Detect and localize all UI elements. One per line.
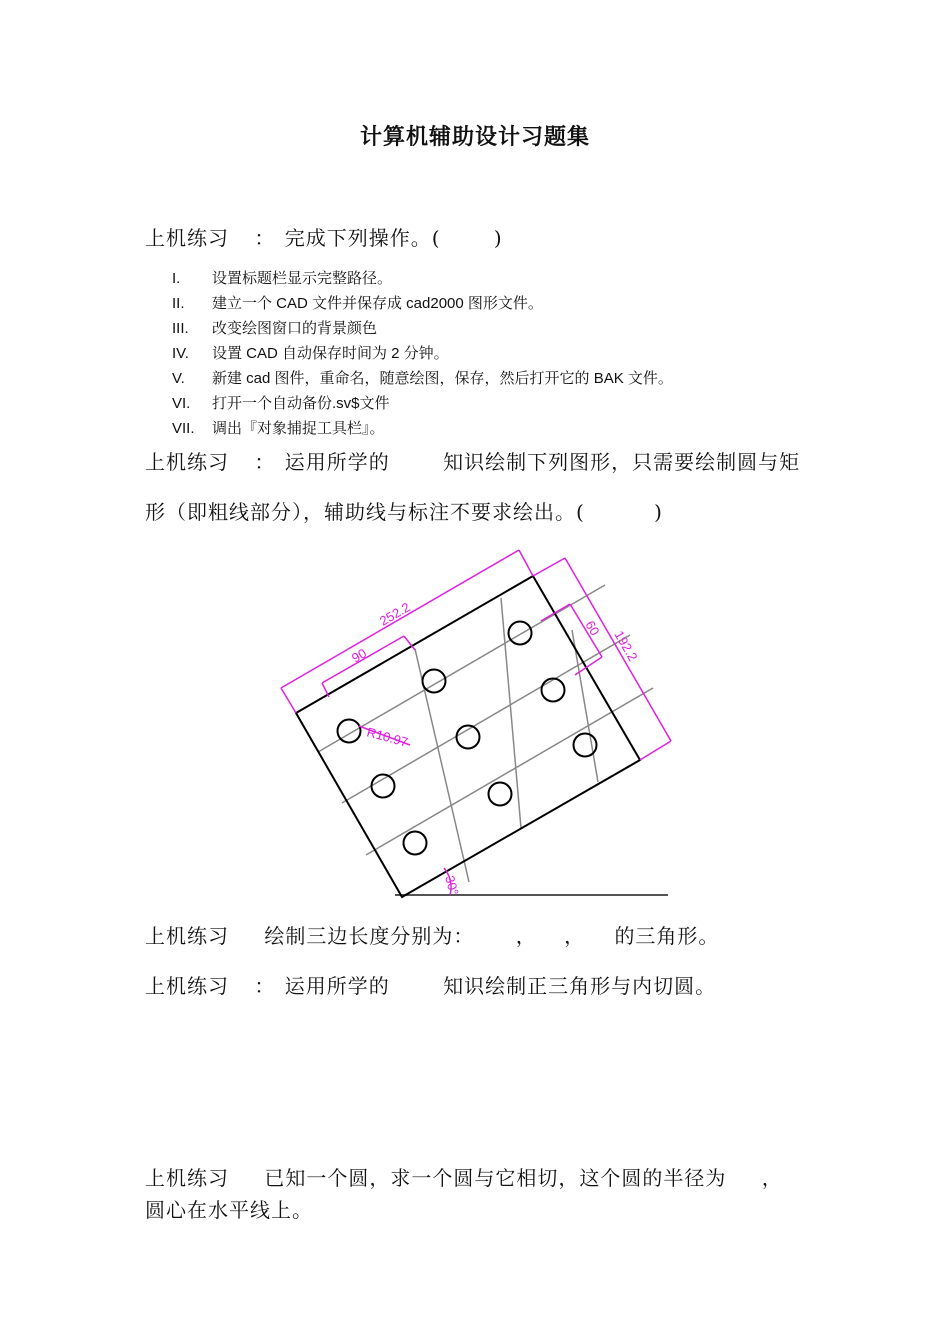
dimension-label: 192.2 xyxy=(611,628,641,664)
list-item xyxy=(172,341,673,366)
dimension-label: 90 xyxy=(349,645,370,666)
exercise-text: 运用所学的 xyxy=(284,974,390,998)
dimension-lines xyxy=(281,550,671,895)
circle xyxy=(574,734,597,757)
list-item-text: 建立一个 CAD 文件并保存成 cad2000 图形文件。 xyxy=(212,295,543,312)
exercise-comma: ， xyxy=(564,924,586,948)
exercise-label: 上机练习 xyxy=(145,924,229,948)
exercise-4-heading xyxy=(145,970,716,999)
list-item-number: III. xyxy=(172,320,189,337)
exercise-text: 的三角形。 xyxy=(614,924,720,948)
exercise-2-line-2 xyxy=(145,496,663,525)
exercise-close-paren: ) xyxy=(493,226,503,250)
guide-line xyxy=(572,630,598,782)
list-item xyxy=(172,266,673,291)
list-item-text: 设置标题栏显示完整路径。 xyxy=(212,270,393,287)
exercise-text: 知识绘制正三角形与内切圆。 xyxy=(443,974,717,998)
exercise-text: 完成下列操作。( xyxy=(284,226,441,250)
list-item-text: 新建 cad 图件，重命名，随意绘图，保存，然后打开它的 BAK 文件。 xyxy=(212,370,673,387)
list-item-text: 打开一个自动备份.sv$文件 xyxy=(212,395,390,412)
radius-label: R10.97 xyxy=(365,724,410,750)
dimension-extension xyxy=(533,558,565,576)
list-item-text: 改变绘图窗口的背景颜色 xyxy=(212,320,378,337)
exercise-3-heading xyxy=(145,920,719,949)
list-item xyxy=(172,391,673,416)
list-item xyxy=(172,366,673,391)
exercise-5-line-2: 圆心在水平线上。 xyxy=(145,1198,313,1222)
guide-line xyxy=(366,688,653,855)
exercise-label: 上机练习 xyxy=(145,1166,229,1190)
circle xyxy=(423,670,446,693)
page-title: 计算机辅助设计习题集 xyxy=(359,125,590,150)
dimension-extension xyxy=(541,604,570,621)
dimension-extension xyxy=(281,688,296,713)
dimension-extension xyxy=(519,550,533,576)
exercise-text: 绘制三边长度分别为： xyxy=(264,924,475,948)
circle xyxy=(489,783,512,806)
list-item-text: 设置 CAD 自动保存时间为 2 分钟。 xyxy=(212,345,449,362)
exercise-label: 上机练习 xyxy=(145,974,229,998)
exercise-comma: ， xyxy=(761,1166,783,1190)
circle xyxy=(338,720,361,743)
exercise-1-heading xyxy=(145,222,503,251)
circle xyxy=(509,622,532,645)
dimension-extension xyxy=(640,741,671,760)
exercise-separator: ： xyxy=(254,226,276,250)
exercise-separator: ： xyxy=(254,974,276,998)
exercise-2-heading xyxy=(145,446,800,475)
exercise-label: 上机练习 xyxy=(145,450,229,474)
list-item-number: II. xyxy=(172,295,185,312)
cad-figure xyxy=(270,540,680,902)
dimension-line xyxy=(565,558,671,741)
circle xyxy=(542,679,565,702)
list-item-number: VII. xyxy=(172,420,195,437)
list-item xyxy=(172,416,673,441)
exercise-separator: ： xyxy=(254,450,276,474)
exercise-close-paren: ) xyxy=(654,500,663,524)
exercise-text: 运用所学的 xyxy=(284,450,390,474)
list-item-number: I. xyxy=(172,270,181,287)
exercise-text: 知识绘制下列图形，只需要绘制圆与矩 xyxy=(443,450,801,474)
circle xyxy=(372,775,395,798)
exercise-label: 上机练习 xyxy=(145,226,229,250)
circle xyxy=(404,832,427,855)
list-item-number: IV. xyxy=(172,345,189,362)
exercise-text: 已知一个圆，求一个圆与它相切，这个圆的半径为 xyxy=(264,1166,727,1190)
dimension-label: 252.2 xyxy=(377,599,413,629)
dimension-label: 60 xyxy=(582,618,603,639)
angle-label: 30° xyxy=(442,873,462,897)
list-item xyxy=(172,291,673,316)
exercise-text: 形（即粗线部分），辅助线与标注不要求绘出。( xyxy=(145,500,585,524)
list-item xyxy=(172,316,673,341)
list-item-number: V. xyxy=(172,370,185,387)
list-item-text: 调出『对象捕捉工具栏』。 xyxy=(212,420,385,437)
list-item-number: VI. xyxy=(172,395,191,412)
exercise-comma: ， xyxy=(515,924,537,948)
exercise-1-list xyxy=(172,266,673,441)
exercise-5-heading xyxy=(145,1162,783,1191)
